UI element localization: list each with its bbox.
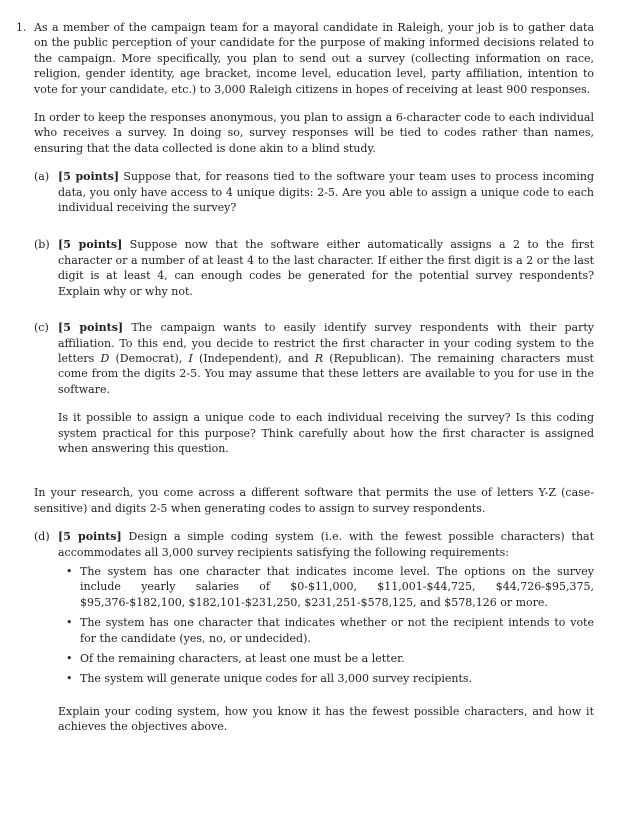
part-a-text [58,169,594,215]
part-b-points: [5 points] [58,238,123,252]
part-c-body-3: (Independent), and [199,351,309,365]
anonymity-paragraph: In order to keep the responses anonymous, you plan to assign a 6-character code to each individual who receives a survey. In doing so, survey responses will be tied to codes rather than names, ensuring that the data collected is done akin to a blind study. [34,111,594,155]
part-b [34,237,595,299]
intro-paragraph: As a member of the campaign team for a mayoral candidate in Raleigh, your job is to gather data on the public perception of your candidate for the purpose of making informed decisions related to the campaign. More specifically, you plan to send out a survey (collecting information on race, religion, gender identity, age bracket, income level, education level, party affiliation, intention to vote for your candidate, etc.) to 3,000 Raleigh citizens in hopes of receiving at least 900 responses. [34,21,594,96]
part-d-label: (d) [34,530,50,544]
part-a-points: [5 points] [58,170,120,184]
part-c-label: (c) [34,321,49,335]
problem-1 [16,20,595,735]
list-item: • The system has one character that indicates whether or not the recipient intends to vote for the candidate (yes, no, or undecided). [80,615,594,646]
letter-i: I [188,351,193,365]
list-item: • The system will generate unique codes for all 3,000 survey recipients. [80,671,594,686]
research-paragraph: In your research, you come across a different software that permits the use of letters Y-Z (case-sensitive) and digits 2-5 when generating codes to assign to survey respondents. [34,486,594,515]
letter-r: R [314,351,324,365]
part-c-points: [5 points] [58,321,124,335]
part-d-text [58,529,594,560]
list-item: • Of the remaining characters, at least one must be a letter. [80,651,594,666]
part-c-body-1: The campaign wants to easily identify survey respondents with their party affiliation. To this end, you decide to restrict the first character in your coding system to the letters [58,321,594,365]
part-d-closing: Explain your coding system, how you know it has the fewest possible characters, and how it achieves the objectives above. [58,704,594,734]
part-c [34,320,594,456]
part-a [34,169,594,215]
part-c-body-4: (Republican). The remaining characters must come from the digits 2-5. You may assume that these letters are available to you for use in the software. [58,351,594,396]
part-b-body: Suppose now that the software either automatically assigns a 2 to the first character or a number of at least 4 to the last character. If either the first digit is a 2 or the last digit is at least 4, can enough codes be generated for the potential survey respondents? Explain why or why not. [58,238,595,298]
part-d [34,529,595,734]
part-d-points: [5 points] [58,530,122,544]
problem-number: 1. [16,21,27,34]
part-d-body: Design a simple coding system (i.e. with the fewest possible characters) that accommodates all 3,000 survey recipients satisfying the following requirements: [58,530,595,559]
requirements-list [58,564,594,687]
part-b-text [58,237,594,299]
part-c-body-2: (Democrat), [115,351,183,365]
part-c-followup: Is it possible to assign a unique code to each individual receiving the survey? Is this coding system practical for this purpose? Think carefully about how the first character is assigned when answering this question. [58,411,594,455]
part-a-label: (a) [34,170,50,184]
part-b-label: (b) [34,238,50,252]
part-c-text [58,320,594,397]
list-item: • The system has one character that indicates income level. The options on the survey include yearly salaries of $0-$11,000, $11,001-$44,725, $44,726-$95,375, $95,376-$182,100, $182,101-$231,250, $231,251-$578,125, and $578,126 or more. [80,564,594,610]
letter-d: D [100,351,110,365]
part-a-body: Suppose that, for reasons tied to the software your team uses to process incoming data, you only have access to 4 unique digits: 2-5. Are you able to assign a unique code to each individual receiving the survey? [58,170,594,215]
